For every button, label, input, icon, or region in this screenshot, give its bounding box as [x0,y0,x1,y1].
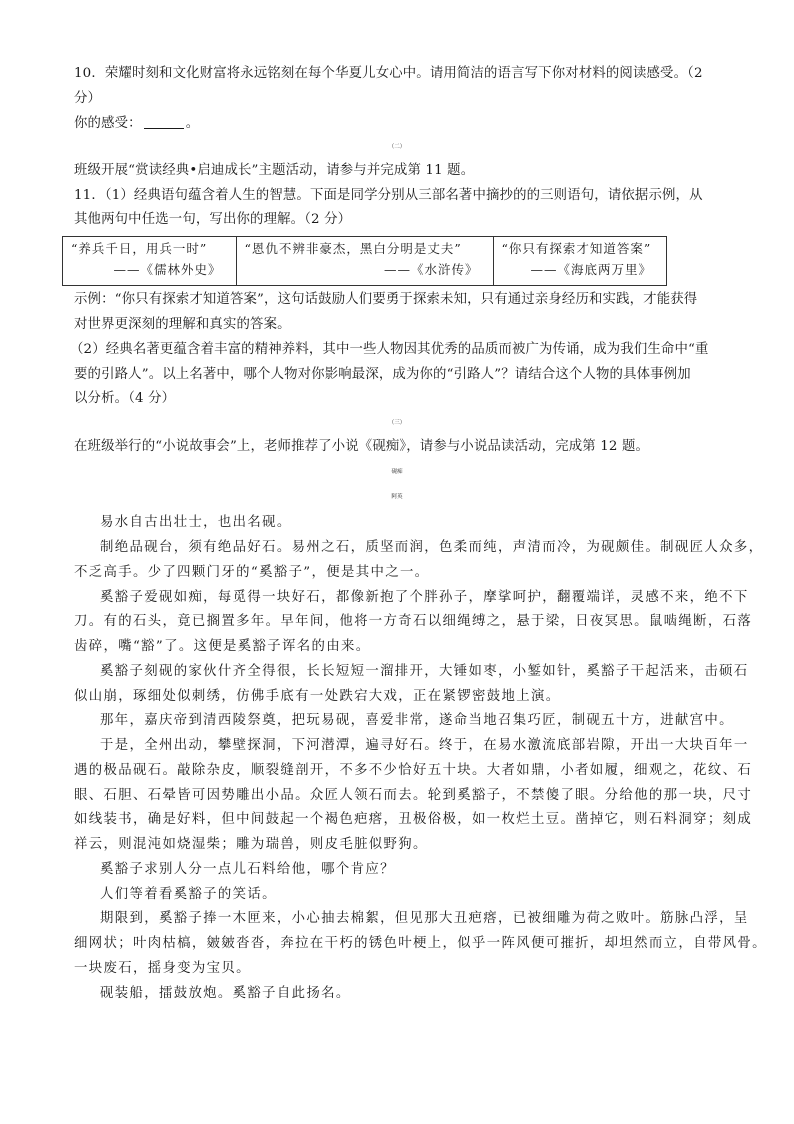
story-paragraph: 不乏高手。少了四颗门牙的“奚豁子”，便是其中之一。 [74,565,430,580]
section2-heading: （二） [388,144,406,150]
quote-cell [63,237,237,286]
q10-line1: 10．荣耀时刻和文化财富将永远铭刻在每个华夏儿女心中。请用简洁的语言写下你对材料的阅读感受。（2 [74,66,703,81]
example-line1: 示例：“你只有探索才知道答案”，这句话鼓励人们要勇于探索未知，只有通过亲身经历和实践，才能获得 [74,292,698,307]
answer-end: 。 [185,116,200,131]
story-paragraph: 期限到，奚豁子捧一木匣来，小心抽去棉絮，但见那大丑疤瘩，已被细雕为荷之败叶。筋脉凸浮，呈 [100,911,749,926]
section3-intro: 在班级举行的“小说故事会”上，老师推荐了小说《砚痴》，请参与小说品读活动，完成第 12 题。 [74,439,650,454]
quote-source: ——《水浒传》 [383,262,479,277]
story-paragraph: 眼、石胆、石晕皆可因势雕出小品。众匠人领石而去。轮到奚豁子，不禁傻了眼。分给他的那一块，尺寸 [74,788,753,803]
quotes-table [62,236,667,286]
answer-label: 你的感受： [74,116,142,131]
story-paragraph: 似山崩，琢细处似刺绣，仿佛手底有一处跌宕大戏，正在紧锣密鼓地上演。 [74,689,561,704]
section3-heading: （三） [388,420,406,426]
story-paragraph: 细网状；叶肉枯槁，皴皴沓沓，奔拉在干朽的锈色叶梗上，似乎一阵风便可摧折，却坦然而立，自带风骨。 [74,936,767,951]
story-paragraph: 一块废石，摇身变为宝贝。 [74,961,251,976]
story-paragraph: 于是，全州出动，攀壁探洞，下河潜潭，遍寻好石。终于，在易水激流底部岩隙，开出一大块百年一 [100,738,749,753]
example-line2: 对世界更深刻的理解和真实的答案。 [74,317,291,332]
story-paragraph: 奚豁子求别人分一点儿石料给他，哪个肯应？ [100,862,395,877]
story-paragraph: 那年，嘉庆帝到清西陵祭奠，把玩易砚，喜爱非常，遂命当地召集巧匠，制砚五十方，进献宫中。 [100,713,734,728]
story-paragraph: 奚豁子爱砚如痴，每觅得一块好石，都像新抱了个胖孙子，摩挲呵护，翻覆端详，灵感不来，绝不下 [100,590,749,605]
q11-2-line1: （2）经典名著更蕴含着丰富的精神养料，其中一些人物因其优秀的品质而被广为传诵，成为我们生命中“重 [70,342,709,357]
q10-line2: 分） [74,91,102,106]
quote-text: “养兵千日，用兵一时” [71,241,208,256]
story-paragraph: 刀。有的石头，竟已搁置多年。早年间，他将一方奇石以细绳缚之，悬于梁，日夜冥思。鼠啮绳断，石落 [74,614,753,629]
q11-2-line2: 要的引路人”。以上名著中，哪个人物对你影响最深，成为你的“引路人”？请结合这个人物的具体事例加 [74,367,691,382]
quote-text: “恩仇不辨非豪杰，黑白分明是丈夫” [244,241,462,256]
quote-text: “你只有探索才知道答案” [501,241,652,256]
story-paragraph: 制绝品砚台，须有绝品好石。易州之石，质坚而润，色柔而纯，声清而冷，为砚颇佳。制砚匠人众多， [100,540,764,555]
story-paragraph: 如线装书，确是好料，但中间鼓起一个褐色疤瘩，丑极俗极，如一枚烂土豆。凿掉它，则石料洞穿；刻成 [74,812,753,827]
story-paragraph: 奚豁子刻砚的家伙什齐全得很，长长短短一溜排开，大锤如枣，小錾如针，奚豁子干起活来，击硕石 [100,664,749,679]
q11-2-line3: 以分析。（4 分） [74,391,176,406]
answer-blank [144,114,184,129]
story-paragraph: 齿碎，嘴“豁”了。这便是奚豁子诨名的由来。 [74,639,371,654]
quote-source: ——《海底两万里》 [530,262,652,277]
story-paragraph: 易水自古出壮士，也出名砚。 [100,515,292,530]
story-paragraph: 人们等着看奚豁子的笑话。 [100,887,277,902]
story-paragraph: 遇的极品砚石。敲除杂皮，顺裂缝剖开，不多不少恰好五十块。大者如鼎，小者如履，细观之，花纹、石 [74,763,753,778]
q11-line1: 11．（1）经典语句蕴含着人生的智慧。下面是同学分别从三部名著中摘抄的的三则语句，请依据示例，从 [74,188,703,203]
q11-line2: 其他两句中任选一句，写出你的理解。（2 分） [74,212,352,227]
story-author: 阿英 [391,494,403,500]
quote-cell [493,237,667,286]
story-paragraph: 祥云，则混沌如烧湿柴；雕为瑞兽，则皮毛脏似野狗。 [74,837,428,852]
section2-intro: 班级开展“赏读经典•启迪成长”主题活动，请参与并完成第 11 题。 [74,163,475,178]
story-paragraph: 砚装船，擂鼓放炮。奚豁子自此扬名。 [100,986,351,1001]
story-title: 砚痴 [391,469,403,475]
q10-answer [74,114,724,134]
quote-source: ——《儒林外史》 [113,262,222,277]
quote-cell [236,237,493,286]
